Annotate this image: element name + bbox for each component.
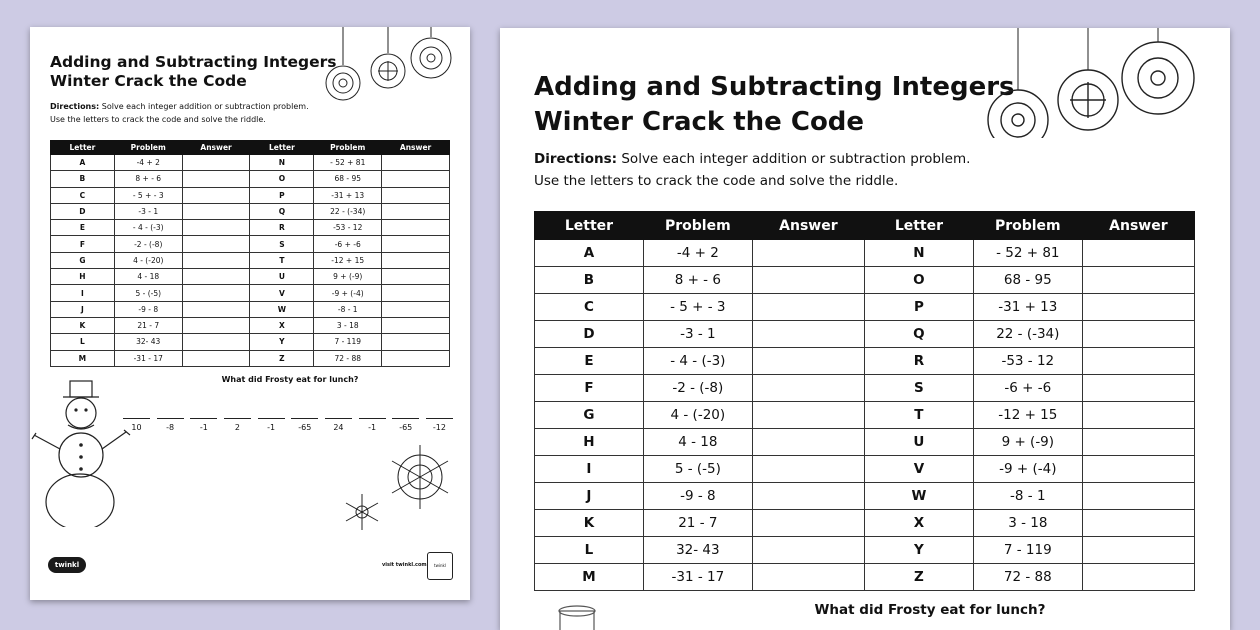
answer-cell[interactable] bbox=[1082, 456, 1194, 483]
problem-cell: 5 - (-5) bbox=[114, 285, 182, 301]
answer-line[interactable] bbox=[190, 412, 217, 419]
directions: Directions: Solve each integer addition or subtraction problem. Use the letters to crack the code and solve the riddle. bbox=[50, 102, 309, 124]
letter-cell: Y bbox=[250, 334, 314, 350]
problem-cell: 32- 43 bbox=[643, 537, 752, 564]
table-row bbox=[535, 240, 1195, 267]
answer-cell[interactable] bbox=[182, 350, 250, 366]
code-blank[interactable] bbox=[224, 412, 251, 432]
table-row bbox=[51, 171, 450, 187]
answer-cell[interactable] bbox=[1082, 429, 1194, 456]
answer-cell[interactable] bbox=[752, 267, 864, 294]
riddle-question: What did Frosty eat for lunch? bbox=[814, 602, 1046, 618]
column-header: Problem bbox=[973, 212, 1082, 240]
letter-cell: H bbox=[51, 269, 115, 285]
column-header: Problem bbox=[643, 212, 752, 240]
table-row bbox=[51, 203, 450, 219]
problem-cell: 4 - (-20) bbox=[114, 252, 182, 268]
problem-cell: -4 + 2 bbox=[114, 155, 182, 171]
table-row bbox=[51, 350, 450, 366]
code-blanks bbox=[123, 412, 453, 432]
letter-cell: N bbox=[864, 240, 973, 267]
answer-line[interactable] bbox=[291, 412, 318, 419]
answer-cell[interactable] bbox=[1082, 240, 1194, 267]
letter-cell: P bbox=[864, 294, 973, 321]
letter-cell: U bbox=[864, 429, 973, 456]
snowman-illustration bbox=[30, 377, 140, 527]
letter-cell: R bbox=[250, 220, 314, 236]
answer-cell[interactable] bbox=[382, 301, 450, 317]
table-row bbox=[51, 301, 450, 317]
problem-cell: 22 - (-34) bbox=[314, 203, 382, 219]
problem-cell: 72 - 88 bbox=[973, 564, 1082, 591]
code-blank[interactable] bbox=[258, 412, 285, 432]
problem-cell: - 4 - (-3) bbox=[643, 348, 752, 375]
letter-cell: B bbox=[51, 171, 115, 187]
problem-cell: 4 - (-20) bbox=[643, 402, 752, 429]
problem-cell: - 52 + 81 bbox=[314, 155, 382, 171]
answer-line[interactable] bbox=[359, 412, 386, 419]
answer-cell[interactable] bbox=[752, 429, 864, 456]
letter-cell: M bbox=[535, 564, 644, 591]
letter-cell: Q bbox=[864, 321, 973, 348]
problem-cell: -6 + -6 bbox=[973, 375, 1082, 402]
answer-line[interactable] bbox=[392, 412, 419, 419]
problem-cell: -9 + (-4) bbox=[973, 456, 1082, 483]
problem-cell: - 5 + - 3 bbox=[643, 294, 752, 321]
problem-cell: -31 + 13 bbox=[973, 294, 1082, 321]
answer-cell[interactable] bbox=[182, 269, 250, 285]
answer-cell[interactable] bbox=[752, 483, 864, 510]
worksheet-preview-small bbox=[30, 27, 470, 600]
problem-cell: - 5 + - 3 bbox=[114, 187, 182, 203]
column-header: Answer bbox=[182, 141, 250, 155]
code-number: -1 bbox=[199, 423, 208, 432]
letter-cell: V bbox=[250, 285, 314, 301]
problem-cell: 9 + (-9) bbox=[973, 429, 1082, 456]
code-number: 10 bbox=[131, 423, 142, 432]
column-header: Letter bbox=[51, 141, 115, 155]
letter-cell: T bbox=[864, 402, 973, 429]
snowflake-icon bbox=[385, 442, 455, 512]
answer-cell[interactable] bbox=[1082, 294, 1194, 321]
answer-cell[interactable] bbox=[182, 203, 250, 219]
column-header: Letter bbox=[535, 212, 644, 240]
answer-cell[interactable] bbox=[1082, 267, 1194, 294]
answer-cell[interactable] bbox=[382, 236, 450, 252]
answer-cell[interactable] bbox=[1082, 375, 1194, 402]
table-row bbox=[535, 564, 1195, 591]
answer-cell[interactable] bbox=[752, 537, 864, 564]
answer-cell[interactable] bbox=[182, 252, 250, 268]
letter-cell: E bbox=[535, 348, 644, 375]
letter-cell: G bbox=[535, 402, 644, 429]
answer-cell[interactable] bbox=[752, 402, 864, 429]
answer-cell[interactable] bbox=[182, 220, 250, 236]
answer-cell[interactable] bbox=[1082, 537, 1194, 564]
table-row bbox=[535, 510, 1195, 537]
answer-cell[interactable] bbox=[382, 171, 450, 187]
answer-cell[interactable] bbox=[382, 317, 450, 333]
answer-cell[interactable] bbox=[182, 301, 250, 317]
table-row bbox=[51, 220, 450, 236]
problem-cell: -53 - 12 bbox=[973, 348, 1082, 375]
answer-cell[interactable] bbox=[1082, 348, 1194, 375]
riddle-question: What did Frosty eat for lunch? bbox=[221, 375, 359, 384]
answer-cell[interactable] bbox=[1082, 321, 1194, 348]
problem-cell: 21 - 7 bbox=[114, 317, 182, 333]
ornaments-illustration bbox=[980, 28, 1210, 138]
column-header: Answer bbox=[1082, 212, 1194, 240]
column-header: Answer bbox=[752, 212, 864, 240]
table-row bbox=[51, 252, 450, 268]
problem-cell: 4 - 18 bbox=[643, 429, 752, 456]
answer-cell[interactable] bbox=[752, 510, 864, 537]
answer-cell[interactable] bbox=[382, 252, 450, 268]
table-row bbox=[51, 334, 450, 350]
code-number: -12 bbox=[432, 423, 446, 432]
answer-cell[interactable] bbox=[1082, 510, 1194, 537]
problem-cell: 9 + (-9) bbox=[314, 269, 382, 285]
letter-cell: X bbox=[250, 317, 314, 333]
table-row bbox=[51, 236, 450, 252]
letter-cell: L bbox=[535, 537, 644, 564]
letter-cell: D bbox=[535, 321, 644, 348]
problem-cell: 3 - 18 bbox=[314, 317, 382, 333]
problem-cell: 3 - 18 bbox=[973, 510, 1082, 537]
letter-cell: H bbox=[535, 429, 644, 456]
column-header: Letter bbox=[864, 212, 973, 240]
problem-cell: -2 - (-8) bbox=[643, 375, 752, 402]
problem-cell: 22 - (-34) bbox=[973, 321, 1082, 348]
table-row bbox=[535, 294, 1195, 321]
answer-cell[interactable] bbox=[182, 171, 250, 187]
letter-cell: S bbox=[864, 375, 973, 402]
problem-cell: -4 + 2 bbox=[643, 240, 752, 267]
answer-line[interactable] bbox=[426, 412, 453, 419]
problem-cell: - 4 - (-3) bbox=[114, 220, 182, 236]
answer-cell[interactable] bbox=[752, 240, 864, 267]
answer-cell[interactable] bbox=[752, 564, 864, 591]
ornaments-illustration bbox=[320, 27, 460, 107]
worksheet-title: Adding and Subtracting Integers Winter Crack the Code bbox=[50, 53, 337, 91]
answer-cell[interactable] bbox=[182, 236, 250, 252]
letter-cell: Z bbox=[250, 350, 314, 366]
answer-cell[interactable] bbox=[382, 187, 450, 203]
letter-cell: W bbox=[250, 301, 314, 317]
table-row bbox=[535, 375, 1195, 402]
answer-cell[interactable] bbox=[1082, 402, 1194, 429]
code-blank[interactable] bbox=[325, 412, 352, 432]
code-blank[interactable] bbox=[392, 412, 419, 432]
letter-cell: A bbox=[535, 240, 644, 267]
answer-cell[interactable] bbox=[752, 456, 864, 483]
table-row bbox=[51, 155, 450, 171]
letter-cell: Q bbox=[250, 203, 314, 219]
table-row bbox=[51, 317, 450, 333]
table-row bbox=[51, 285, 450, 301]
letter-cell: F bbox=[51, 236, 115, 252]
problem-cell: 68 - 95 bbox=[314, 171, 382, 187]
answer-line[interactable] bbox=[325, 412, 352, 419]
problem-cell: 8 + - 6 bbox=[114, 171, 182, 187]
table-row bbox=[535, 267, 1195, 294]
twinkl-logo: twinkl bbox=[48, 557, 86, 573]
answer-cell[interactable] bbox=[382, 203, 450, 219]
table-row bbox=[535, 402, 1195, 429]
answer-cell[interactable] bbox=[382, 334, 450, 350]
letter-cell: O bbox=[250, 171, 314, 187]
problem-cell: -31 - 17 bbox=[643, 564, 752, 591]
answer-cell[interactable] bbox=[182, 334, 250, 350]
letter-cell: G bbox=[51, 252, 115, 268]
letter-cell: V bbox=[864, 456, 973, 483]
problem-cell: 32- 43 bbox=[114, 334, 182, 350]
letter-cell: O bbox=[864, 267, 973, 294]
letter-cell: Z bbox=[864, 564, 973, 591]
letter-cell: A bbox=[51, 155, 115, 171]
problem-cell: 21 - 7 bbox=[643, 510, 752, 537]
answer-line[interactable] bbox=[258, 412, 285, 419]
answer-cell[interactable] bbox=[752, 348, 864, 375]
table-row bbox=[51, 269, 450, 285]
letter-cell: N bbox=[250, 155, 314, 171]
answer-cell[interactable] bbox=[1082, 483, 1194, 510]
code-number: -65 bbox=[399, 423, 413, 432]
letter-cell: P bbox=[250, 187, 314, 203]
problem-cell: -6 + -6 bbox=[314, 236, 382, 252]
code-blank[interactable] bbox=[359, 412, 386, 432]
worksheet-title: Adding and Subtracting Integers Winter Crack the Code bbox=[534, 72, 1015, 137]
column-header: Problem bbox=[314, 141, 382, 155]
letter-cell: M bbox=[51, 350, 115, 366]
problem-cell: -53 - 12 bbox=[314, 220, 382, 236]
answer-cell[interactable] bbox=[752, 375, 864, 402]
code-blank[interactable] bbox=[291, 412, 318, 432]
problem-cell: - 52 + 81 bbox=[973, 240, 1082, 267]
code-number: 24 bbox=[333, 423, 344, 432]
letter-cell: C bbox=[51, 187, 115, 203]
code-table bbox=[534, 211, 1195, 591]
problem-cell: -12 + 15 bbox=[314, 252, 382, 268]
problem-cell: -3 - 1 bbox=[114, 203, 182, 219]
problem-cell: 7 - 119 bbox=[973, 537, 1082, 564]
code-table bbox=[50, 140, 450, 367]
problem-cell: 8 + - 6 bbox=[643, 267, 752, 294]
table-row bbox=[535, 429, 1195, 456]
answer-cell[interactable] bbox=[382, 220, 450, 236]
problem-cell: -3 - 1 bbox=[643, 321, 752, 348]
letter-cell: I bbox=[51, 285, 115, 301]
answer-cell[interactable] bbox=[1082, 564, 1194, 591]
directions: Directions: Solve each integer addition or subtraction problem. Use the letters to crack the code and solve the riddle. bbox=[534, 151, 971, 189]
letter-cell: T bbox=[250, 252, 314, 268]
letter-cell: I bbox=[535, 456, 644, 483]
answer-cell[interactable] bbox=[752, 294, 864, 321]
answer-line[interactable] bbox=[224, 412, 251, 419]
letter-cell: E bbox=[51, 220, 115, 236]
answer-cell[interactable] bbox=[182, 317, 250, 333]
code-number: -8 bbox=[166, 423, 175, 432]
letter-cell: X bbox=[864, 510, 973, 537]
worksheet-preview-large bbox=[500, 28, 1230, 630]
problem-cell: 5 - (-5) bbox=[643, 456, 752, 483]
letter-cell: C bbox=[535, 294, 644, 321]
answer-cell[interactable] bbox=[752, 321, 864, 348]
code-number: -65 bbox=[298, 423, 312, 432]
problem-cell: -12 + 15 bbox=[973, 402, 1082, 429]
letter-cell: W bbox=[864, 483, 973, 510]
problem-cell: -31 + 13 bbox=[314, 187, 382, 203]
letter-cell: K bbox=[535, 510, 644, 537]
answer-cell[interactable] bbox=[182, 187, 250, 203]
problem-cell: 7 - 119 bbox=[314, 334, 382, 350]
table-row bbox=[535, 348, 1195, 375]
answer-cell[interactable] bbox=[182, 155, 250, 171]
footer-badge: twinkl bbox=[427, 552, 453, 580]
code-number: -1 bbox=[368, 423, 377, 432]
problem-cell: -2 - (-8) bbox=[114, 236, 182, 252]
table-row bbox=[535, 537, 1195, 564]
letter-cell: S bbox=[250, 236, 314, 252]
table-row bbox=[535, 456, 1195, 483]
letter-cell: D bbox=[51, 203, 115, 219]
answer-cell[interactable] bbox=[382, 350, 450, 366]
letter-cell: J bbox=[51, 301, 115, 317]
letter-cell: F bbox=[535, 375, 644, 402]
problem-cell: -9 - 8 bbox=[643, 483, 752, 510]
answer-cell[interactable] bbox=[182, 285, 250, 301]
letter-cell: B bbox=[535, 267, 644, 294]
table-row bbox=[535, 483, 1195, 510]
letter-cell: K bbox=[51, 317, 115, 333]
code-blank[interactable] bbox=[190, 412, 217, 432]
snowflake-small-icon bbox=[342, 492, 382, 532]
answer-cell[interactable] bbox=[382, 285, 450, 301]
problem-cell: -31 - 17 bbox=[114, 350, 182, 366]
column-header: Answer bbox=[382, 141, 450, 155]
problem-cell: -8 - 1 bbox=[314, 301, 382, 317]
code-number: -1 bbox=[267, 423, 276, 432]
column-header: Letter bbox=[250, 141, 314, 155]
answer-cell[interactable] bbox=[382, 155, 450, 171]
table-row bbox=[535, 321, 1195, 348]
problem-cell: -9 + (-4) bbox=[314, 285, 382, 301]
problem-cell: -9 - 8 bbox=[114, 301, 182, 317]
code-blank[interactable] bbox=[426, 412, 453, 432]
answer-cell[interactable] bbox=[382, 269, 450, 285]
letter-cell: Y bbox=[864, 537, 973, 564]
problem-cell: 4 - 18 bbox=[114, 269, 182, 285]
code-number: 2 bbox=[234, 423, 241, 432]
table-row bbox=[51, 187, 450, 203]
problem-cell: -8 - 1 bbox=[973, 483, 1082, 510]
answer-line[interactable] bbox=[157, 412, 184, 419]
code-blank[interactable] bbox=[157, 412, 184, 432]
letter-cell: U bbox=[250, 269, 314, 285]
column-header: Problem bbox=[114, 141, 182, 155]
letter-cell: J bbox=[535, 483, 644, 510]
letter-cell: L bbox=[51, 334, 115, 350]
problem-cell: 68 - 95 bbox=[973, 267, 1082, 294]
footer-url: visit twinkl.com bbox=[382, 562, 427, 568]
problem-cell: 72 - 88 bbox=[314, 350, 382, 366]
snowman-hat-illustration bbox=[550, 603, 610, 630]
letter-cell: R bbox=[864, 348, 973, 375]
